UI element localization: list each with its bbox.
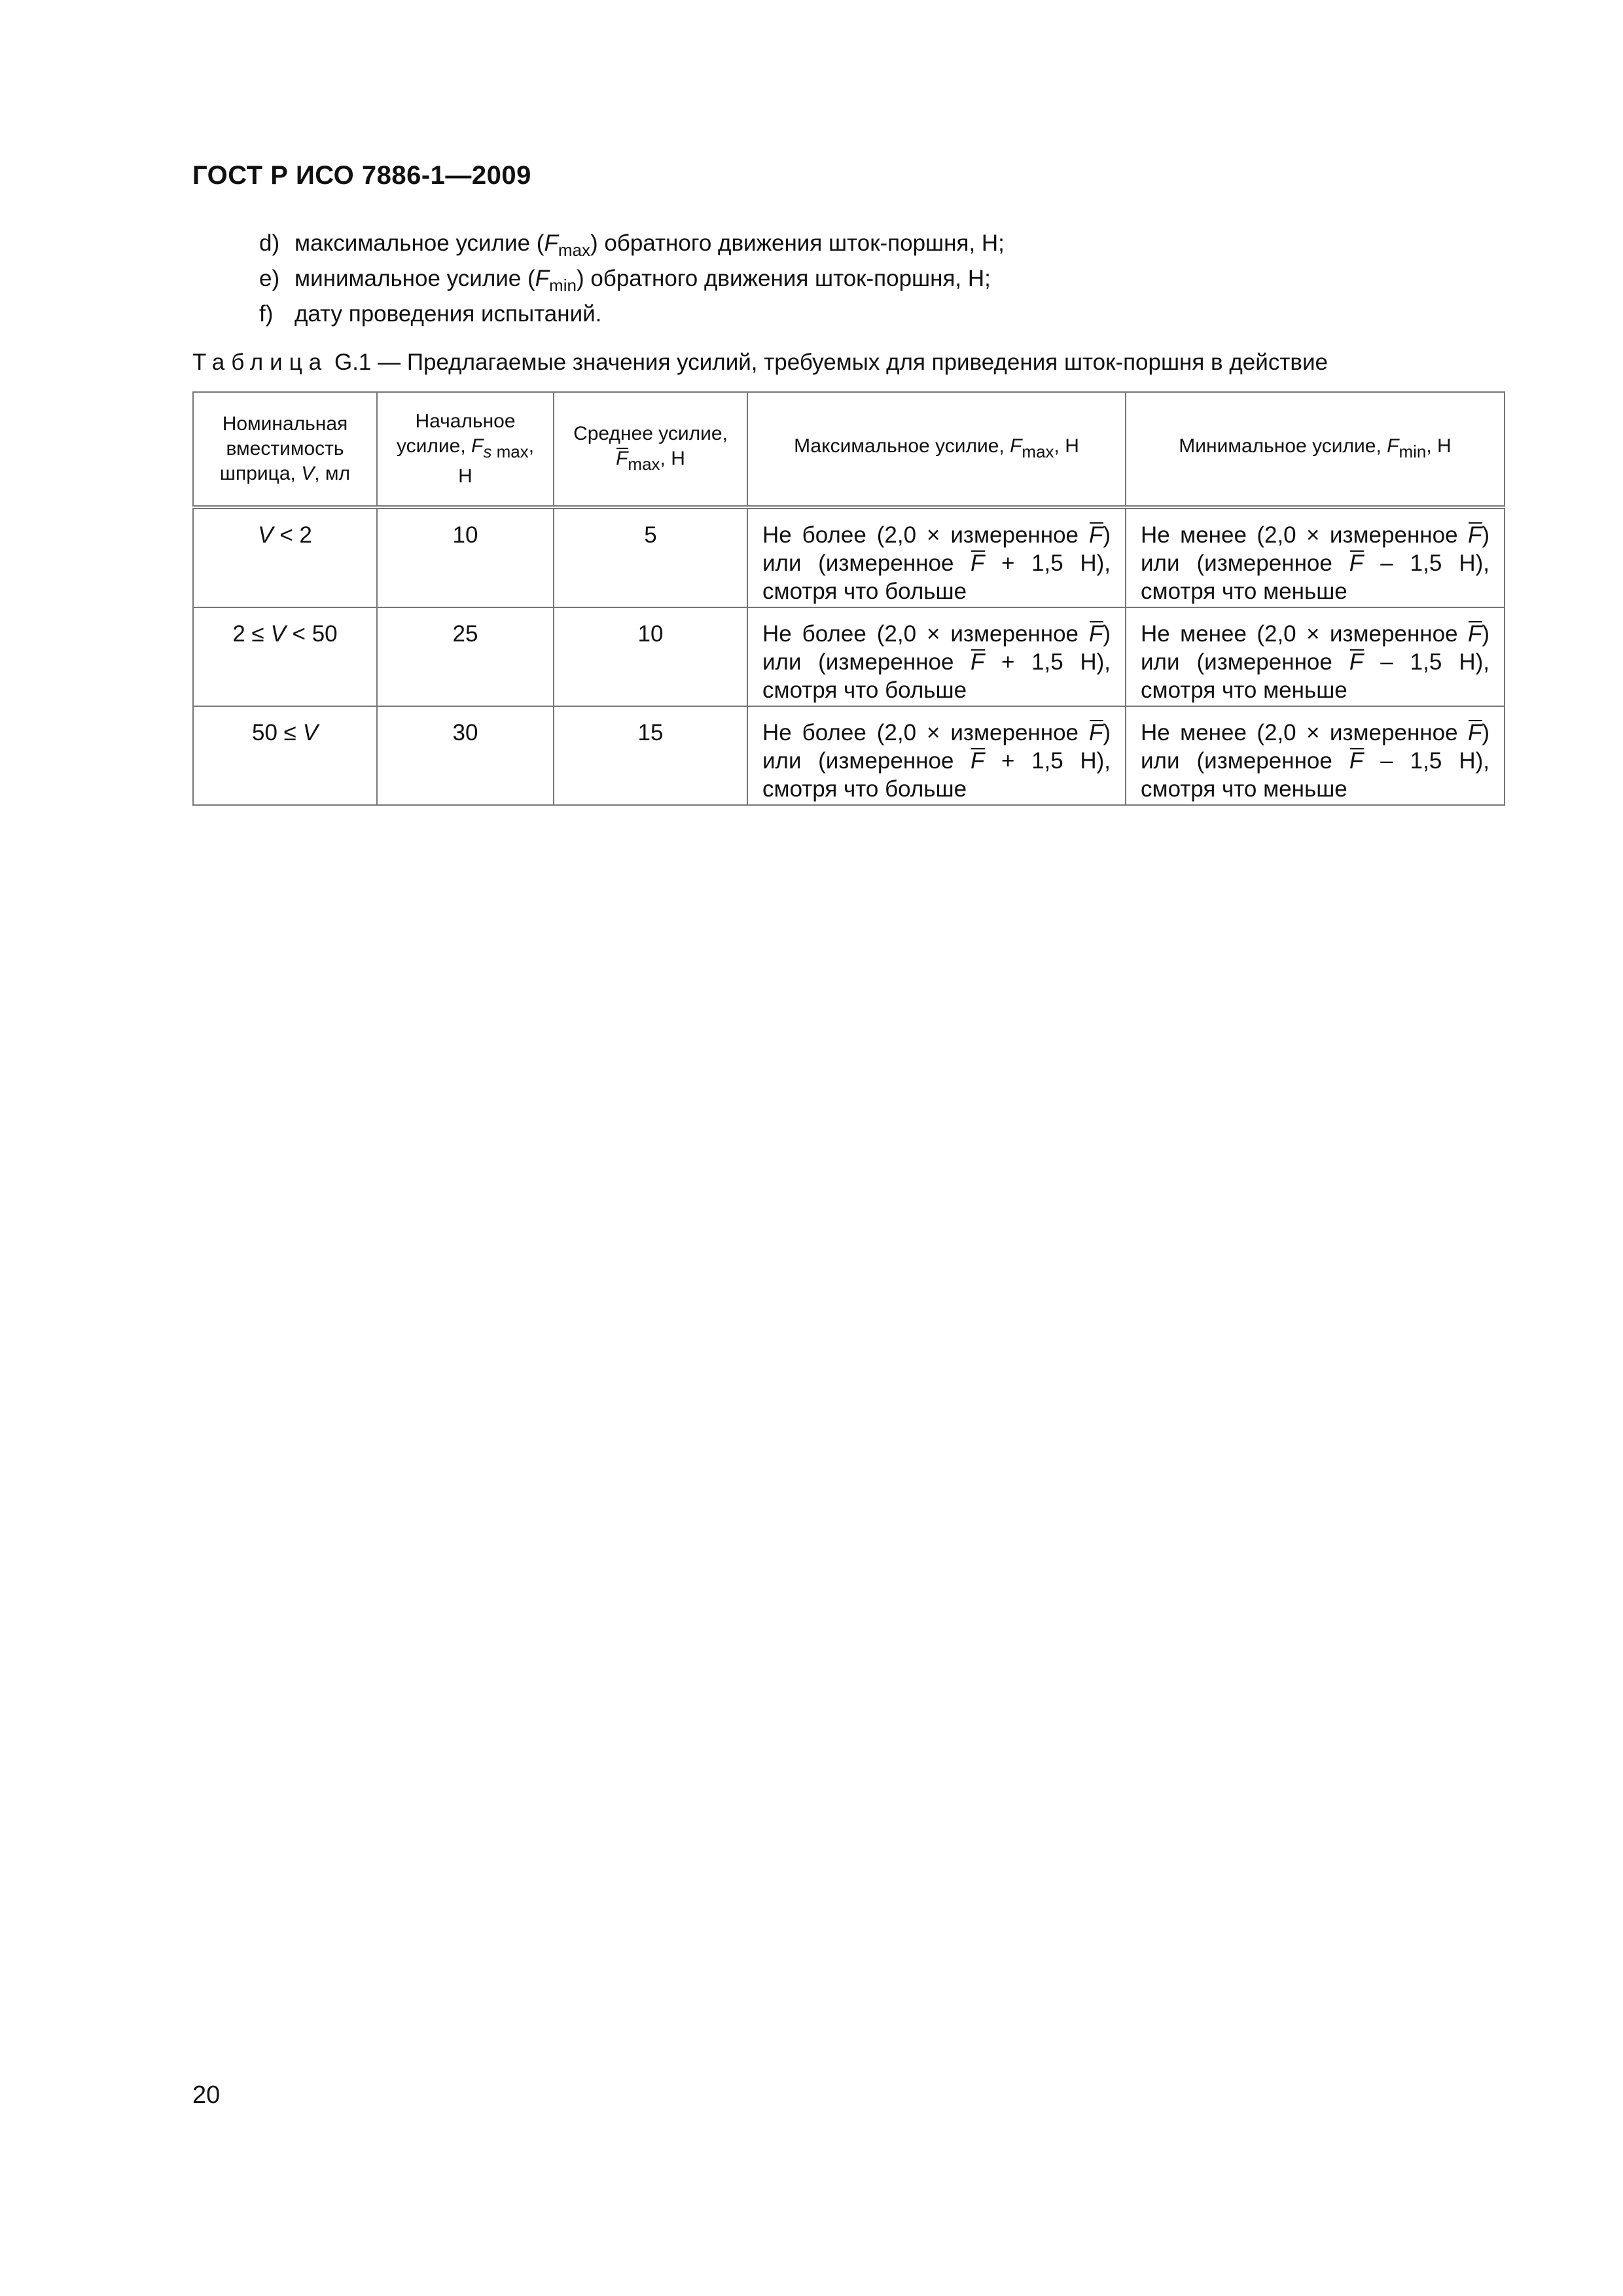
force-rule-text: смотря что больше [762, 776, 967, 802]
capacity-operator: ≤ [245, 621, 271, 647]
force-rule-text: + 1,5 Н), [984, 649, 1111, 675]
capacity-operator: ≤ [277, 720, 303, 745]
table-row [193, 706, 1505, 805]
mean-force-symbol: F [1088, 720, 1103, 745]
header-average-force: Среднее усилие, Fmax, Н [554, 392, 747, 507]
force-rule-text: или (измеренное [762, 748, 971, 774]
capacity-bound: < 50 [285, 621, 338, 647]
force-rule-text: или (измеренное [1141, 649, 1349, 675]
header-maximum-force: Максимальное усилие, Fmax, Н [747, 392, 1126, 507]
cell-initial-force [377, 706, 554, 805]
capacity-value: 2 [232, 621, 245, 647]
force-rule-text: смотря что больше [762, 677, 967, 703]
initial-force-value: 25 [452, 621, 478, 647]
table-row [193, 507, 1505, 607]
list-text: ) обратного движения шток-поршня, Н; [576, 266, 991, 291]
force-rule-text: или (измеренное [762, 649, 971, 675]
list-text: ) обратного движения шток-поршня, Н; [590, 230, 1005, 256]
force-rule-text: Не более (2,0 × измеренное [762, 522, 1089, 548]
list-item-e [259, 264, 1005, 300]
force-symbol: F [544, 230, 558, 256]
mean-force-symbol: F [971, 649, 985, 675]
subscript: max [558, 240, 590, 260]
header-minimum-force: Минимальное усилие, Fmin, Н [1126, 392, 1505, 507]
mean-force-symbol: F [1088, 522, 1103, 548]
force-rule-text: или (измеренное [1141, 550, 1349, 576]
mean-force-symbol: F [971, 748, 985, 774]
force-rule-text: ) [1482, 720, 1489, 745]
list-text: максимальное усилие ( [294, 230, 544, 256]
force-rule-text: ) [1482, 522, 1489, 548]
initial-force-value: 10 [452, 522, 478, 548]
capacity-bound: < 2 [273, 522, 312, 548]
list-marker: f) [259, 301, 274, 327]
capacity-value: 50 [252, 720, 277, 745]
cell-average-force [554, 507, 747, 607]
mean-force-symbol: F [1349, 550, 1364, 576]
capacity-symbol: V [258, 522, 274, 548]
page-number: 20 [192, 2081, 221, 2109]
cell-maximum-force [747, 706, 1126, 805]
force-table [192, 391, 1505, 806]
force-symbol: F [535, 266, 550, 291]
test-report-list [259, 229, 1005, 329]
table-caption [192, 350, 1328, 376]
header-initial-force: Начальное усилие, Fs max, Н [377, 392, 554, 507]
caption-text: G.1 — Предлагаемые значения усилий, требуемых для приведения шток-поршня в действие [334, 350, 1328, 375]
cell-minimum-force [1126, 607, 1505, 706]
list-text: минимальное усилие ( [294, 266, 535, 291]
list-marker: e) [259, 266, 280, 291]
average-force-value: 15 [637, 720, 664, 745]
cell-initial-force [377, 607, 554, 706]
caption-word: Таблица [192, 350, 329, 375]
force-rule-text: ) [1103, 522, 1111, 548]
force-rule-text: смотря что меньше [1141, 677, 1347, 703]
header-nominal-capacity: Номинальная вместимость шприца, V, мл [193, 392, 377, 507]
capacity-symbol: V [302, 720, 318, 745]
list-text: дату проведения испытаний. [294, 301, 602, 327]
cell-maximum-force [747, 507, 1126, 607]
force-rule-text: ) [1103, 621, 1111, 647]
force-rule-text: смотря что больше [762, 579, 967, 604]
force-rule-text: – 1,5 Н), [1363, 748, 1489, 774]
cell-capacity [193, 706, 377, 805]
cell-average-force [554, 706, 747, 805]
cell-initial-force [377, 507, 554, 607]
table-header-row [193, 392, 1505, 507]
force-rule-text: смотря что меньше [1141, 579, 1347, 604]
mean-force-symbol: F [971, 550, 985, 576]
force-rule-text: или (измеренное [1141, 748, 1349, 774]
force-rule-text: Не менее (2,0 × измеренное [1141, 720, 1468, 745]
mean-force-symbol: F [1467, 522, 1482, 548]
mean-force-symbol: F [1467, 621, 1482, 647]
mean-force-symbol: F [1349, 649, 1364, 675]
cell-capacity [193, 507, 377, 607]
force-rule-text: Не более (2,0 × измеренное [762, 621, 1089, 647]
force-rule-text: – 1,5 Н), [1363, 550, 1489, 576]
force-rule-text: ) [1103, 720, 1111, 745]
table-row [193, 607, 1505, 706]
force-rule-text: + 1,5 Н), [984, 748, 1111, 774]
force-rule-text: Не менее (2,0 × измеренное [1141, 522, 1468, 548]
cell-minimum-force [1126, 706, 1505, 805]
force-rule-text: Не менее (2,0 × измеренное [1141, 621, 1468, 647]
cell-maximum-force [747, 607, 1126, 706]
capacity-symbol: V [270, 621, 286, 647]
average-force-value: 5 [644, 522, 657, 548]
cell-average-force [554, 607, 747, 706]
average-force-value: 10 [637, 621, 664, 647]
initial-force-value: 30 [452, 720, 478, 745]
subscript: min [549, 276, 577, 295]
mean-force-symbol: F [1349, 748, 1364, 774]
force-rule-text: смотря что меньше [1141, 776, 1347, 802]
mean-force-symbol: F [1088, 621, 1103, 647]
force-rule-text: – 1,5 Н), [1363, 649, 1489, 675]
force-rule-text: или (измеренное [762, 550, 971, 576]
document-title: ГОСТ Р ИСО 7886-1—2009 [192, 161, 531, 190]
mean-force-symbol: F [1467, 720, 1482, 745]
list-item-d [259, 229, 1005, 264]
cell-capacity [193, 607, 377, 706]
force-rule-text: Не более (2,0 × измеренное [762, 720, 1089, 745]
list-marker: d) [259, 230, 280, 256]
list-item-f [259, 300, 1005, 329]
force-rule-text: + 1,5 Н), [984, 550, 1111, 576]
force-rule-text: ) [1482, 621, 1489, 647]
cell-minimum-force [1126, 507, 1505, 607]
